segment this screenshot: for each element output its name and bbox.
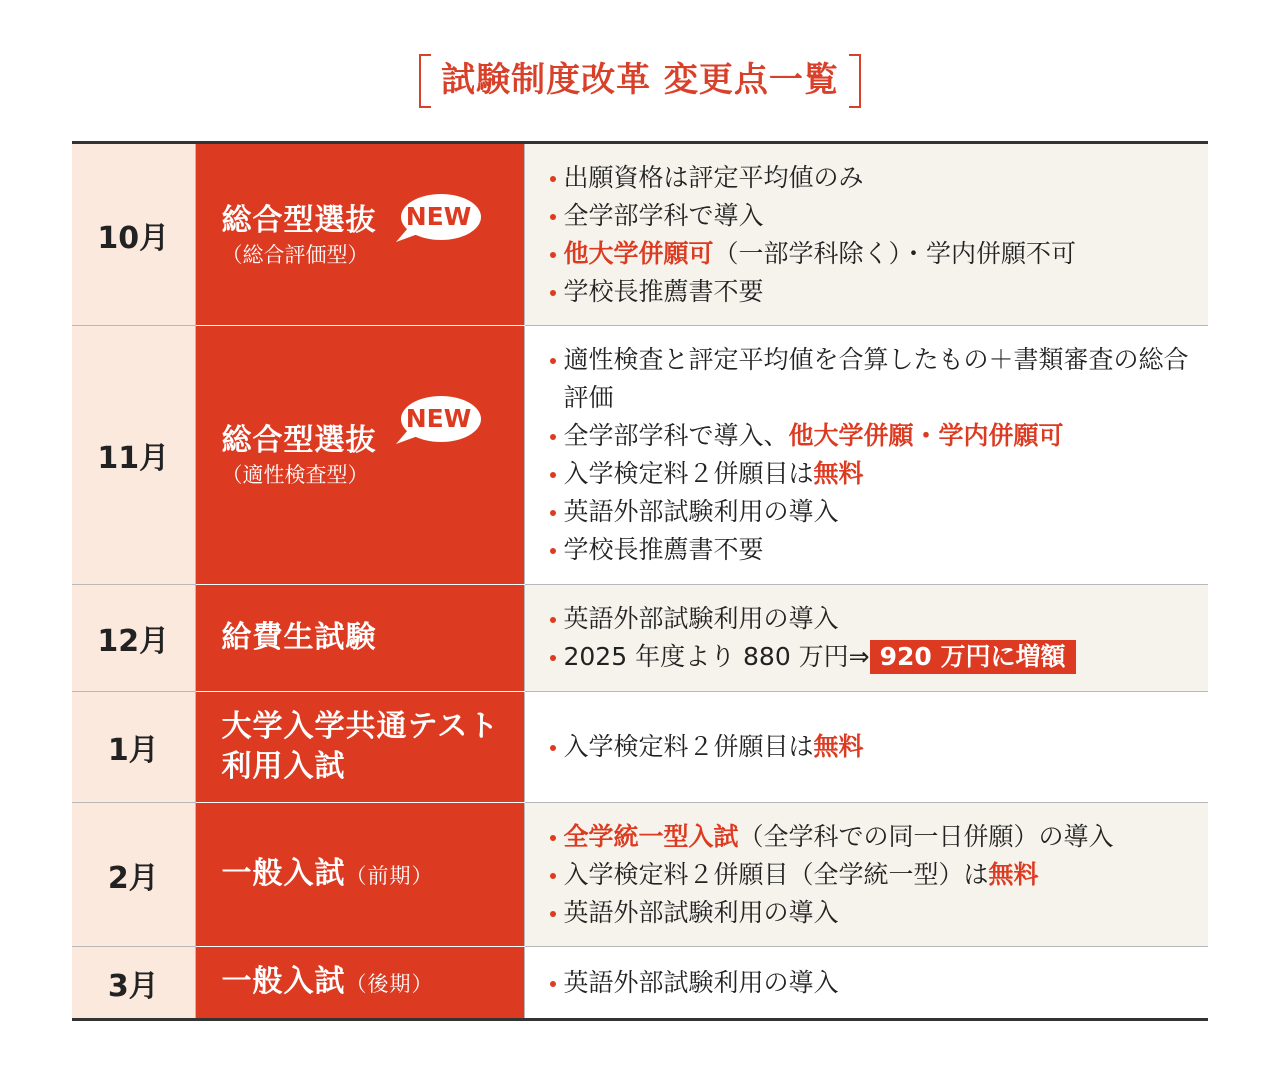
exam-name: 総合型選抜 (221, 202, 377, 238)
schedule-table (72, 141, 1208, 1021)
item-text: 学校長推薦書不要 (563, 535, 764, 564)
detail-cell (524, 585, 1208, 692)
list-item (549, 638, 1193, 676)
item-emphasis: 無料 (988, 859, 1039, 889)
title-area (0, 52, 1280, 108)
table-row (72, 143, 1208, 326)
item-text: 入学検定料２併願目は (563, 732, 814, 761)
exam-cell (195, 692, 524, 803)
detail-cell (524, 947, 1208, 1020)
item-text: （一部学科除く）・学内併願不可 (713, 238, 1077, 268)
item-emphasis: 他大学併願・学内併願可 (788, 421, 1064, 450)
list-item (549, 455, 1193, 493)
item-text: 英語外部試験利用の導入 (563, 897, 839, 927)
exam-subtitle: （総合評価型） (221, 242, 369, 267)
new-label: NEW (405, 404, 472, 433)
list-item (549, 235, 1193, 273)
month-cell: 3月 (72, 947, 195, 1020)
item-text: 英語外部試験利用の導入 (563, 967, 839, 997)
exam-name: 給費生試験 (221, 620, 377, 655)
month-cell: 1月 (72, 692, 195, 803)
detail-cell (524, 692, 1208, 803)
exam-cell (195, 947, 524, 1020)
page-title: 試験制度改革 変更点一覧 (419, 52, 861, 108)
month-cell: 10月 (72, 143, 195, 326)
item-text: 英語外部試験利用の導入 (563, 497, 839, 526)
list-item (549, 818, 1193, 856)
new-label: NEW (405, 202, 472, 231)
exam-cell (195, 326, 524, 585)
table-row (72, 585, 1208, 692)
list-item (549, 856, 1193, 894)
list-item (549, 197, 1193, 235)
exam-cell (195, 803, 524, 947)
list-item (549, 964, 1193, 1002)
exam-cell (195, 585, 524, 692)
exam-name (222, 962, 524, 1004)
list-item (549, 600, 1193, 638)
list-item (549, 728, 1193, 766)
table-row (72, 803, 1208, 947)
exam-name-main: 一般入試 (221, 963, 346, 999)
month-cell: 12月 (72, 585, 195, 692)
item-emphasis: 無料 (813, 459, 864, 488)
highlight-badge: 920 万円に増額 (870, 640, 1076, 674)
exam-subtitle: （適性検査型） (221, 463, 369, 487)
item-text: 2025 年度より 880 万円⇒ (563, 642, 870, 671)
detail-cell (524, 143, 1208, 326)
exam-period: （前期） (345, 863, 434, 888)
item-emphasis: 無料 (813, 732, 864, 761)
list-item (549, 531, 1193, 569)
exam-name: 大学入学共通テスト (221, 709, 500, 744)
list-item (549, 273, 1193, 311)
list-item (549, 341, 1193, 417)
item-emphasis: 全学統一型入試 (563, 821, 739, 851)
new-badge (394, 192, 484, 246)
item-text: 全学部学科で導入 (563, 200, 764, 230)
exam-name (222, 854, 524, 896)
table-row (72, 326, 1208, 585)
detail-cell (524, 803, 1208, 947)
exam-name-main: 一般入試 (221, 855, 346, 891)
item-text: 英語外部試験利用の導入 (563, 604, 839, 633)
detail-cell (524, 326, 1208, 585)
item-text: （全学科での同一日併願）の導入 (738, 821, 1114, 851)
exam-cell (195, 143, 524, 326)
item-emphasis: 他大学併願可 (563, 238, 714, 268)
month-cell: 2月 (72, 803, 195, 947)
item-text: 学校長推薦書不要 (563, 276, 764, 306)
list-item (549, 159, 1193, 197)
exam-period: （後期） (345, 971, 434, 996)
item-text: 適性検査と評定平均値を合算したもの＋書類審査の総合評価 (563, 345, 1189, 412)
item-text: 出願資格は評定平均値のみ (563, 162, 864, 192)
list-item (549, 493, 1193, 531)
table-row (72, 692, 1208, 803)
item-text: 全学部学科で導入、 (563, 421, 789, 450)
item-text: 入学検定料２併願目は (563, 459, 814, 488)
exam-name-line2: 利用入試 (221, 749, 346, 784)
list-item (549, 417, 1193, 455)
item-text: 入学検定料２併願目（全学統一型）は (563, 859, 989, 889)
list-item (549, 894, 1193, 932)
exam-name: 総合型選抜 (221, 423, 377, 458)
table-row (72, 947, 1208, 1020)
month-cell: 11月 (72, 326, 195, 585)
new-badge (394, 394, 484, 448)
